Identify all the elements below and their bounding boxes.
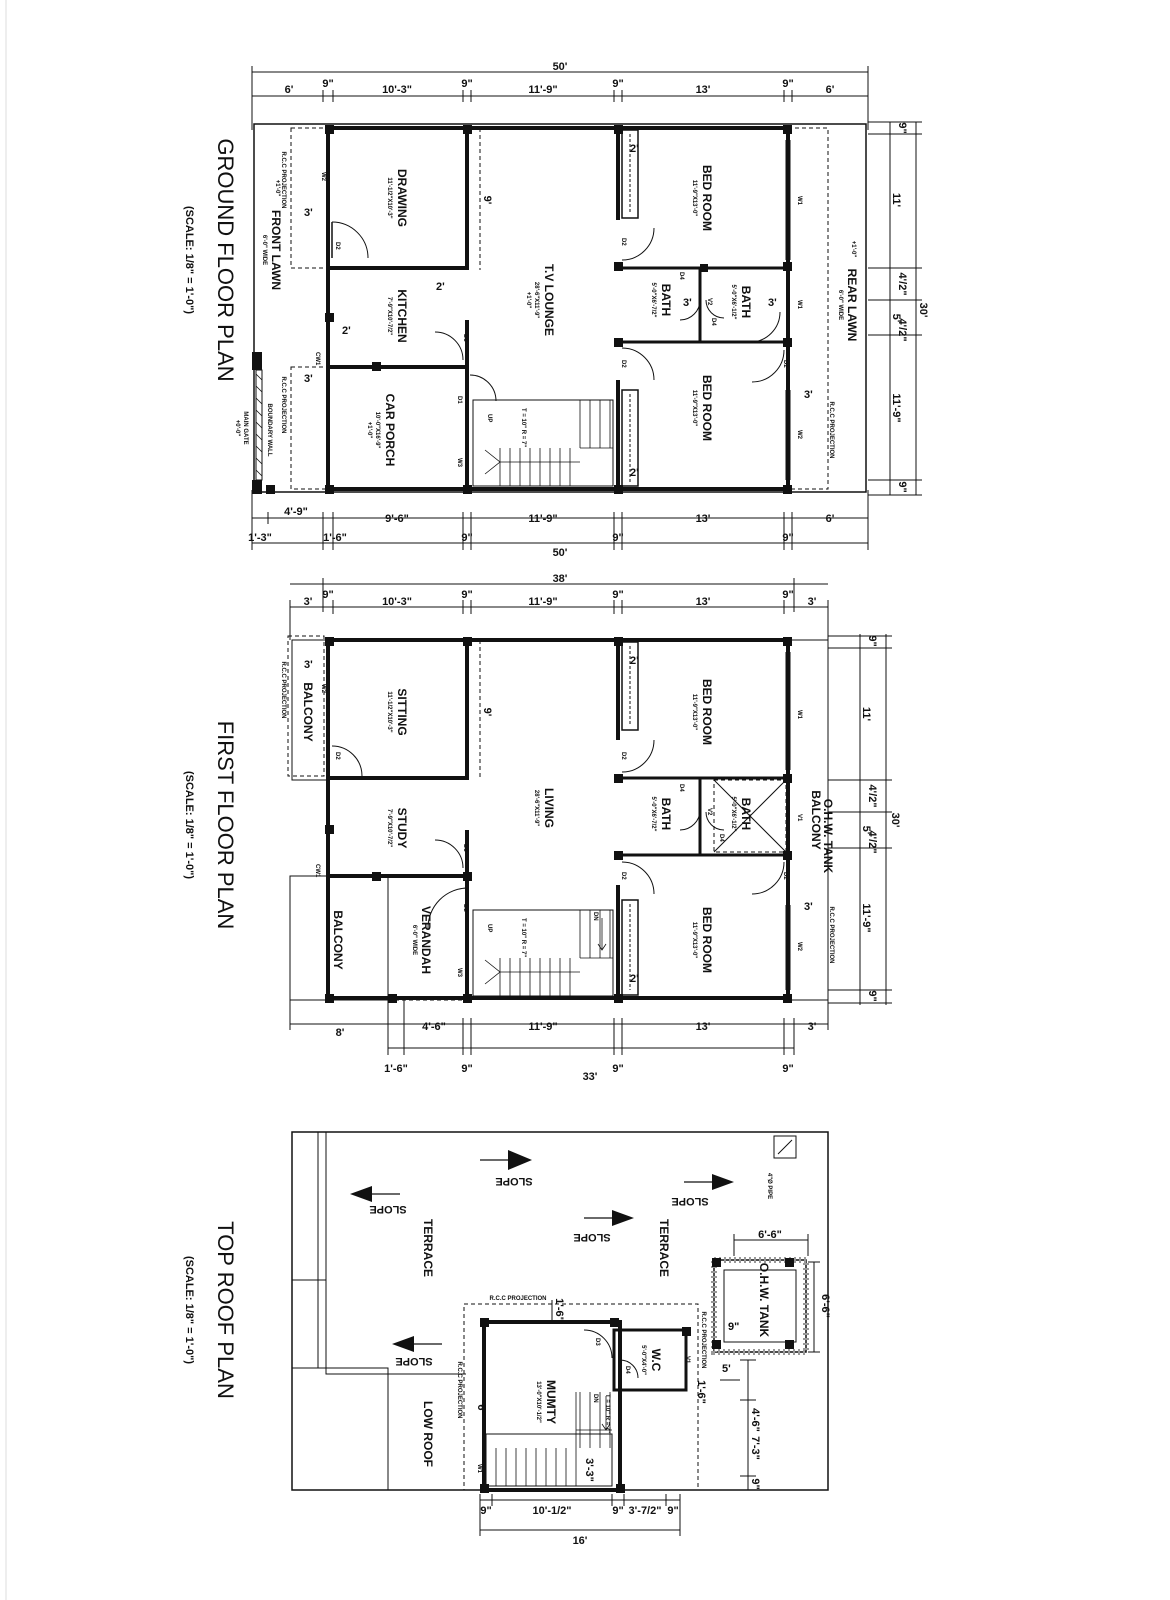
roof-dim-bottom-2: 9": [612, 1505, 624, 1517]
ground-dim-bottom-a-0: 4'-9": [284, 506, 308, 518]
ground-rcc-projection-1: R.C.C PROJECTION: [280, 151, 286, 209]
ground-dim-bottom-a-2: 11'-9": [528, 513, 558, 525]
ground-room-drawing-name: DRAWING: [395, 169, 409, 227]
ground-dim-bottom-a-4: 6': [825, 513, 835, 525]
first-room-study-size: 7'-9"X10'-7/2": [386, 808, 392, 848]
ground-dim-top-0: 6': [284, 84, 294, 96]
first-door-d4b: D4: [718, 834, 724, 842]
first-balcony-rear: BALCONY: [809, 790, 823, 850]
roof-dim-1-6-top: 1'-6": [553, 1298, 565, 1322]
ground-door-d2b: D2: [620, 238, 626, 246]
ground-front-lawn-name: FRONT LAWN: [269, 210, 283, 290]
first-room-bath2-size: 5'-0"X6'-1/2": [730, 796, 736, 832]
ground-dim-3e: 3': [804, 389, 813, 401]
ground-room-bath1-name: BATH: [659, 283, 673, 317]
roof-mumty-size: 13'-0"X10'-1/2": [535, 1381, 541, 1423]
roof-plan-scale: (SCALE: 1/8" = 1'-0"): [183, 1255, 195, 1365]
roof-rcc-projection-1: R.C.C PROJECTION: [489, 1296, 547, 1302]
first-dim-bottom-a-3: 13': [695, 1021, 711, 1033]
ground-door-d4a: D4: [678, 272, 684, 280]
ground-room-bath2-size: 5'-0"X6'-1/2": [730, 284, 736, 320]
ground-window-cw1: CW1: [314, 352, 320, 366]
ground-room-kitchen-name: KITCHEN: [395, 289, 409, 343]
ground-dim-9: 9': [481, 195, 493, 205]
first-dim-bottom-b-4: 9": [782, 1063, 794, 1075]
roof-tank-height: 6'-6": [819, 1294, 831, 1318]
first-vent-v1: V1: [796, 814, 802, 822]
first-dim-top-4: 11'-9": [528, 596, 558, 608]
first-dim-top-0: 3': [303, 596, 313, 608]
ground-boundary-wall-label: BOUNDARY WALL: [266, 403, 272, 457]
first-vent-v2: V2: [706, 808, 712, 816]
first-dim-right-0: 9": [866, 635, 878, 647]
roof-tank-width: 6'-6": [758, 1229, 782, 1241]
ground-window-w3: W3: [456, 458, 462, 467]
roof-dim-5: 5': [722, 1363, 731, 1375]
ground-window-w2a: W2: [796, 430, 802, 439]
roof-dim-bottom-3: 3'-7/2": [628, 1505, 662, 1517]
ground-main-gate-level: +0'-0": [234, 419, 240, 437]
first-ohw-tank: O.H.W. TANK: [821, 798, 835, 874]
ground-dim-2a: 2': [436, 281, 445, 293]
first-room-living-size: 28'-6"X11'-9": [533, 789, 539, 827]
ground-window-w1b: W1: [796, 300, 802, 309]
first-dim-top-6: 13': [695, 596, 711, 608]
ground-dim-3c: 3': [683, 297, 692, 309]
ground-room-car-porch-size: 10'-0"X16'-9": [374, 411, 380, 449]
ground-room-bed1-size: 11'-9"X13'-0": [691, 179, 697, 217]
roof-tank-wall: 9": [728, 1321, 740, 1333]
ground-dim-2d: 2': [630, 467, 639, 479]
ground-room-kitchen-size: 7'-9"X10'-7/2": [386, 296, 392, 336]
first-dim-bottom-a-0: 8': [335, 1027, 345, 1039]
first-dim-top-total: 38': [552, 573, 568, 585]
ground-room-car-porch-level: +1'-0": [366, 421, 372, 439]
first-rcc-projection-1: R.C.C PROJECTION: [280, 661, 286, 719]
first-window-w1: W1: [796, 710, 802, 719]
first-dim-top-5: 9": [612, 589, 624, 601]
ground-dim-3a: 3': [304, 207, 313, 219]
ground-dim-bottom-a-1: 9'-6": [385, 513, 409, 525]
first-dim-3a: 3': [304, 659, 313, 671]
roof-slope-label-4: SLOPE: [671, 1195, 709, 1207]
first-dim-2b: 2': [630, 973, 639, 985]
ground-dim-top-3: 9": [461, 78, 473, 90]
ground-plan-title: GROUND FLOOR PLAN: [213, 138, 238, 382]
first-door-d2b: D2: [462, 904, 468, 912]
roof-dim-3-3: 3'-3": [583, 1458, 595, 1482]
ground-dim-right-6: 9": [896, 481, 908, 493]
roof-low-roof: LOW ROOF: [421, 1401, 435, 1467]
ground-dim-bottom-b-2: 9": [461, 532, 473, 544]
ground-dim-right-total: 30': [917, 302, 929, 318]
roof-wc-size: 5'-0"X4'-0": [640, 1345, 646, 1375]
roof-wc-name: W.C: [649, 1348, 663, 1372]
first-room-sitting-size: 11'-1/2"X10'-3": [386, 691, 392, 733]
ground-dim-bottom-a-3: 13': [695, 513, 711, 525]
first-door-d3: D3: [462, 844, 468, 852]
first-verandah-name: VERANDAH: [419, 905, 433, 975]
ground-dim-top-5: 9": [612, 78, 624, 90]
first-dim-3b: 3': [804, 901, 813, 913]
roof-dim-9: 9": [749, 1478, 761, 1490]
first-room-bed1-size: 11'-9"X13'-0": [691, 693, 697, 731]
first-balcony-side: BALCONY: [331, 910, 345, 970]
ground-door-d2d: D2: [782, 360, 788, 368]
ground-dim-top-6: 13': [695, 84, 711, 96]
first-stair-tread-riser: T = 10" R = 7": [520, 918, 526, 958]
ground-dim-right-4: 4'/2": [896, 318, 908, 342]
first-dim-bottom-b-0: 1'-6": [384, 1063, 408, 1075]
ground-door-d2c: D2: [620, 360, 626, 368]
roof-plan-title: TOP ROOF PLAN: [213, 1221, 238, 1399]
ground-front-lawn-size: 6'-0" WIDE: [261, 234, 267, 266]
ground-dim-3d: 3': [768, 297, 777, 309]
ground-main-gate-name: MAIN GATE: [242, 411, 248, 445]
first-room-living-name: LIVING: [542, 787, 556, 829]
first-dim-right-4: 4'/2": [866, 830, 878, 854]
ground-stair-up: UP: [486, 414, 492, 423]
first-window-w2a: W2: [796, 942, 802, 951]
first-door-d2a: D2: [334, 752, 340, 760]
first-dim-right-6: 9": [866, 990, 878, 1002]
ground-dim-2b: 2': [342, 325, 351, 337]
ground-window-w2b: W2: [320, 172, 326, 181]
ground-dim-top-1: 9": [322, 78, 334, 90]
first-dim-top-1: 9": [322, 589, 334, 601]
roof-stair-tread-riser: T = 10" R = 7": [604, 1394, 610, 1434]
first-rcc-projection-2: R.C.C PROJECTION: [828, 906, 834, 964]
ground-room-tv-lounge-name: T.V LOUNGE: [542, 263, 556, 337]
roof-dim-bottom-total: 16': [572, 1535, 588, 1547]
first-window-w3: W3: [456, 968, 462, 977]
first-window-w2b: W2: [320, 684, 326, 693]
ground-door-d1: D1: [456, 396, 462, 404]
ground-rcc-projection-2: R.C.C PROJECTION: [280, 376, 286, 434]
first-dim-top-2: 10'-3": [382, 596, 412, 608]
ground-dim-right-0: 9": [896, 122, 908, 134]
first-dim-right-total: 30': [889, 812, 901, 828]
roof-mumty-name: MUMTY: [544, 1380, 558, 1424]
roof-ohw-tank: O.H.W. TANK: [757, 1262, 771, 1338]
roof-slope-label-2: SLOPE: [495, 1175, 533, 1187]
ground-dim-right-3: 5': [890, 313, 902, 323]
first-dim-bottom-a-2: 11'-9": [528, 1021, 558, 1033]
first-room-bath1-name: BATH: [659, 797, 673, 831]
roof-dim-bottom-4: 9": [667, 1505, 679, 1517]
ground-dim-bottom-total: 50': [552, 547, 568, 559]
first-room-bath2-name: BATH: [739, 797, 753, 831]
ground-front-lawn-level: +1'-0": [274, 179, 280, 197]
roof-dim-bottom-1: 10'-1/2": [532, 1505, 572, 1517]
ground-stair-tread-riser: T = 10" R = 7": [520, 408, 526, 448]
roof-rcc-projection-2: R.C.C PROJECTION: [456, 1361, 462, 1419]
ground-dim-2c: 2': [630, 143, 639, 155]
ground-dim-bottom-b-0: 1'-3": [248, 532, 272, 544]
ground-dim-top-total: 50': [552, 61, 568, 73]
first-room-bed2-size: 11'-9"X13'-0": [691, 921, 697, 959]
roof-slope-label-5: SLOPE: [395, 1355, 433, 1367]
ground-door-d3: D3: [462, 334, 468, 342]
ground-room-bed2-name: BED ROOM: [700, 375, 714, 441]
roof-door-d4: D4: [624, 1366, 630, 1374]
ground-room-bath2-name: BATH: [739, 285, 753, 319]
roof-window-w1: W1: [476, 1464, 482, 1473]
first-room-sitting-name: SITTING: [395, 688, 409, 736]
first-room-bed1-name: BED ROOM: [700, 679, 714, 745]
ground-dim-top-4: 11'-9": [528, 84, 558, 96]
ground-dim-bottom-b-3: 9": [612, 532, 624, 544]
first-room-bed2-name: BED ROOM: [700, 907, 714, 973]
ground-plan-scale: (SCALE: 1/8" = 1'-0"): [183, 205, 195, 315]
roof-vent-v1: V1: [684, 1356, 690, 1364]
ground-window-w1a: W1: [796, 196, 802, 205]
first-dim-bottom-b-3: 9": [612, 1063, 624, 1075]
first-dim-2a: 2': [630, 655, 639, 667]
ground-dim-bottom-b-4: 9": [782, 532, 794, 544]
ground-rcc-projection-3: R.C.C PROJECTION: [828, 401, 834, 459]
first-stair-dn: DN: [592, 912, 598, 921]
first-room-study-name: STUDY: [395, 807, 409, 849]
first-stair-up: UP: [486, 924, 492, 933]
first-dim-bottom-a-1: 4'-6": [422, 1021, 446, 1033]
roof-slope-label-3: SLOPE: [573, 1231, 611, 1243]
roof-rcc-projection-3: R.C.C PROJECTION: [700, 1311, 706, 1369]
roof-terrace-1: TERRACE: [421, 1218, 435, 1278]
ground-dim-top-7: 9": [782, 78, 794, 90]
roof-dim-1-6-side: 1'-6": [695, 1380, 707, 1404]
first-dim-top-7: 9": [782, 589, 794, 601]
first-verandah-size: 6'-0" WIDE: [411, 924, 417, 956]
first-plan-scale: (SCALE: 1/8" = 1'-0"): [183, 770, 195, 880]
ground-dim-right-5: 11'-9": [890, 393, 902, 423]
ground-dim-right-1: 11': [890, 192, 902, 208]
first-plan-title: FIRST FLOOR PLAN: [213, 720, 238, 930]
ground-dim-bottom-b-1: 1'-6": [323, 532, 347, 544]
ground-dim-top-8: 6': [825, 84, 835, 96]
first-dim-right-1: 11': [860, 706, 872, 722]
roof-slope-label-1: SLOPE: [369, 1203, 407, 1215]
ground-rear-lawn-level: +1'-0": [850, 240, 856, 258]
first-window-cw1: CW1: [314, 864, 320, 878]
roof-door-d3: D3: [594, 1338, 600, 1346]
first-door-d4a: D4: [678, 784, 684, 792]
roof-dim-6: 6": [475, 1404, 487, 1416]
roof-stair-dn: DN: [592, 1394, 598, 1403]
roof-terrace-2: TERRACE: [657, 1218, 671, 1278]
ground-door-d4b: D4: [710, 318, 716, 326]
ground-door-d2a: D2: [334, 242, 340, 250]
ground-rear-lawn-size: 6'-0" WIDE: [837, 289, 843, 321]
roof-dim-4-6: 4'-6": [749, 1408, 761, 1432]
first-dim-9: 9': [481, 707, 493, 717]
ground-room-drawing-size: 11'-1/2"X10'-3": [386, 177, 392, 219]
ground-room-bed2-size: 11'-9"X13'-0": [691, 389, 697, 427]
ground-dim-top-2: 10'-3": [382, 84, 412, 96]
ground-room-bed1-name: BED ROOM: [700, 165, 714, 231]
roof-dim-7-3: 7'-3": [749, 1436, 761, 1460]
ground-rear-lawn-name: REAR LAWN: [845, 268, 859, 342]
first-dim-top-8: 3': [807, 596, 817, 608]
first-dim-right-5: 11'-9": [860, 903, 872, 933]
first-dim-right-3: 5': [860, 825, 872, 835]
ground-room-tv-lounge-level: +1'-0": [525, 291, 531, 309]
first-dim-right-2: 4'/2": [866, 784, 878, 808]
first-dim-top-3: 9": [461, 589, 473, 601]
ground-room-car-porch-name: CAR PORCH: [383, 393, 397, 467]
ground-dim-right-2: 4'/2": [896, 272, 908, 296]
ground-room-bath1-size: 5'-0"X6'-7/2": [650, 282, 656, 318]
roof-pipe-label: 4"Ø PIPE: [766, 1172, 772, 1200]
first-room-bath1-size: 5'-0"X6'-7/2": [650, 796, 656, 832]
roof-dim-bottom-0: 9": [480, 1505, 492, 1517]
first-balcony-front: BALCONY: [301, 682, 315, 742]
first-door-d2d: D2: [620, 872, 626, 880]
ground-vent-v2: V2: [706, 298, 712, 306]
first-dim-bottom-b-1: 9": [461, 1063, 473, 1075]
ground-room-tv-lounge-size: 28'-6"X11'-9": [533, 281, 539, 319]
first-dim-bottom-b-2: 33': [582, 1071, 598, 1083]
first-dim-bottom-a-4: 3': [807, 1021, 817, 1033]
ground-dim-3b: 3': [304, 373, 313, 385]
first-door-d2e: D2: [782, 872, 788, 880]
first-door-d2c: D2: [620, 752, 626, 760]
